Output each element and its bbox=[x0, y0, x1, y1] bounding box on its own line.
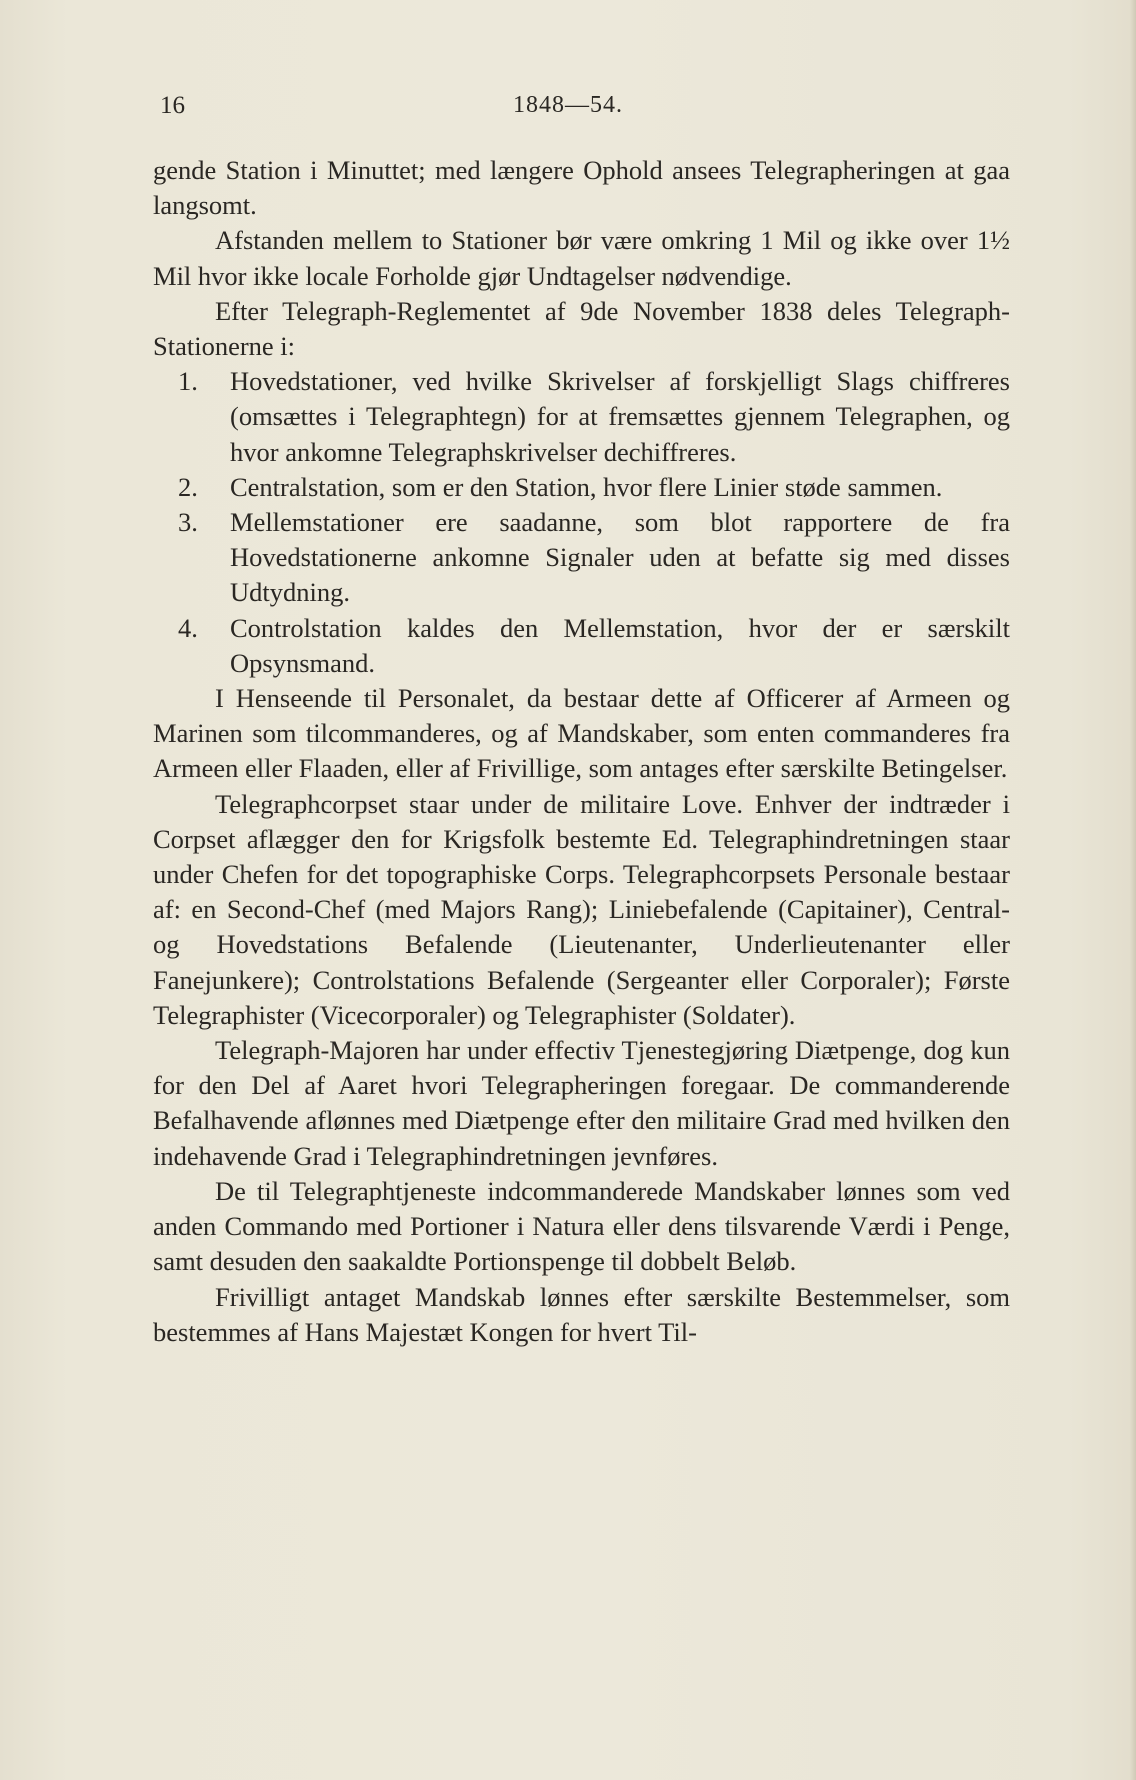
page-edge-shadow bbox=[1130, 0, 1136, 1780]
list-item-number: 4. bbox=[178, 612, 198, 643]
paragraph: Telegraph-Majoren har under effectiv Tjenestegjøring Diætpenge, dog kun for den Del af Aaret hvori Telegrapheringen foregaar. De commanderende Befalhavende aflønnes med Diætpenge efter den militaire Grad med hvilken den indehavende Grad i Telegraphindretningen jevnføres. bbox=[153, 1035, 1010, 1171]
list-item-text: Hovedstationer, ved hvilke Skrivelser af forskjelligt Slags chiffreres (omsættes i Telegraphtegn) for at fremsættes gjennem Telegraphen, og hvor ankomne Telegraphskrivelser dechiffreres. bbox=[230, 366, 1010, 467]
paragraph-continuation: gende Station i Minuttet; med længere Ophold ansees Telegrapheringen at gaa langsomt. bbox=[153, 155, 1010, 221]
paragraph: Afstanden mellem to Stationer bør være omkring 1 Mil og ikke over 1½ Mil hvor ikke locale Forholde gjør Undtagelser nødvendige. bbox=[153, 225, 1010, 291]
list-item-text: Controlstation kaldes den Mellemstation, hvor der er særskilt Opsynsmand. bbox=[230, 612, 1010, 678]
paragraph: Efter Telegraph-Reglementet af 9de November 1838 deles Telegraph-Stationerne i: bbox=[153, 295, 1010, 362]
list-item bbox=[153, 505, 1010, 611]
paragraph: I Henseende til Personalet, da bestaar dette af Officerer af Armeen og Marinen som tilcommanderes, og af Mandskaber, som enten commanderes fra Armeen eller Flaaden, eller af Frivillige, som antages efter særskilte Betingelser. bbox=[153, 683, 1010, 784]
list-item-number: 3. bbox=[178, 507, 198, 538]
paragraph: Frivilligt antaget Mandskab lønnes efter særskilte Bestemmelser, som bestemmes af Hans Majestæt Kongen for hvert Til- bbox=[153, 1281, 1010, 1347]
body-text bbox=[153, 153, 1010, 1350]
running-head: 1848—54. bbox=[513, 92, 623, 118]
list-item-text: Mellemstationer ere saadanne, som blot rapportere de fra Hovedstationerne ankomne Signaler uden at befatte sig med disses Udtydning. bbox=[230, 507, 1010, 608]
paragraph: De til Telegraphtjeneste indcommanderede Mandskaber lønnes som ved anden Commando med Portioner i Natura eller dens tilsvarende Værdi i Penge, samt desuden den saakaldte Portionspenge til dobbelt Beløb. bbox=[153, 1175, 1010, 1277]
list-item bbox=[153, 364, 1010, 470]
list-item-number: 2. bbox=[178, 471, 198, 502]
list-item-number: 1. bbox=[178, 366, 198, 397]
paragraph: Telegraphcorpset staar under de militaire Love. Enhver der indtræder i Corpset aflægger den for Krigsfolk bestemte Ed. Telegraphindretningen staar under Chefen for det topographiske Corps. Telegraphcorpsets Personale bestaar af: en Second-Chef (med Majors Rang); Liniebefalende (Capitainer), Central- og Hovedstations Befalende (Lieutenanter, Underlieutenanter eller Fanejunkere); Controlstations Befalende (Sergeanter eller Corporaler); Første Telegraphister (Vicecorporaler) og Telegraphister (Soldater). bbox=[153, 788, 1010, 1030]
list-item bbox=[153, 470, 1010, 505]
list-item-text: Centralstation, som er den Station, hvor flere Linier støde sammen. bbox=[230, 471, 943, 502]
list-item bbox=[153, 611, 1010, 681]
page-number: 16 bbox=[160, 92, 185, 119]
